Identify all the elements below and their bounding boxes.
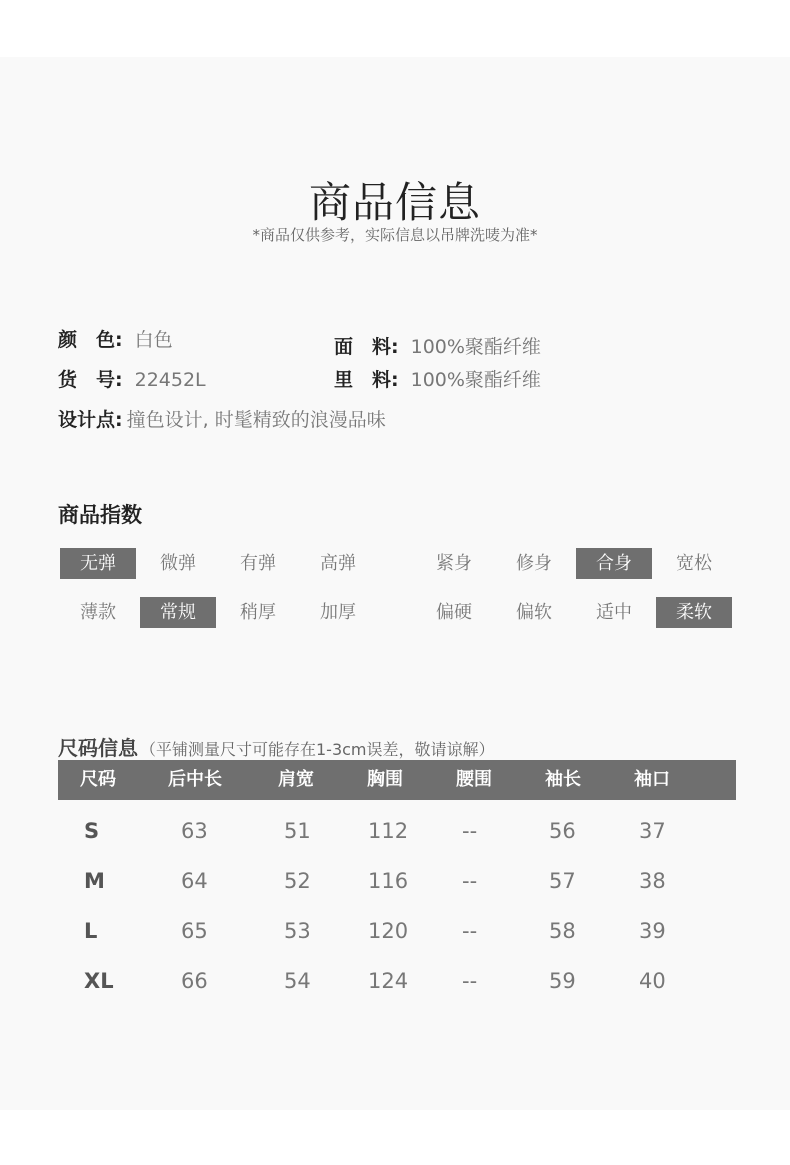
size-table-header-cell: 袖口 bbox=[634, 769, 670, 790]
size-table-cell: 52 bbox=[284, 869, 311, 893]
size-table-cell: 116 bbox=[368, 869, 409, 893]
size-info-title: 尺码信息 bbox=[58, 736, 138, 760]
info-design-label: 设计点: bbox=[58, 409, 123, 431]
size-table-size-label: L bbox=[84, 919, 98, 943]
size-table-header-cell: 肩宽 bbox=[278, 769, 314, 790]
size-table-cell: 37 bbox=[639, 819, 666, 843]
size-table-cell: 51 bbox=[284, 819, 311, 843]
size-table-size-label: S bbox=[84, 819, 100, 843]
info-fabric-value: 100%聚酯纤维 bbox=[410, 336, 541, 358]
info-fabric-label: 面 料: bbox=[334, 336, 399, 358]
size-table-cell: 40 bbox=[639, 969, 666, 993]
index-tag-elasticity-1: 微弹 bbox=[160, 553, 196, 574]
index-tag-softness-1: 偏软 bbox=[516, 602, 552, 623]
size-table-size-label: M bbox=[84, 869, 105, 893]
size-table-cell: 65 bbox=[181, 919, 208, 943]
info-color-label: 颜 色: bbox=[58, 329, 123, 351]
size-table-cell: 63 bbox=[181, 819, 208, 843]
page-subtitle: *商品仅供参考，实际信息以吊牌洗唛为准* bbox=[252, 226, 538, 244]
size-info-note: （平铺测量尺寸可能存在1-3cm误差，敬请谅解） bbox=[140, 740, 495, 759]
index-tag-thickness-0: 薄款 bbox=[80, 602, 116, 623]
info-lining bbox=[334, 365, 541, 392]
index-tag-softness-3: 柔软 bbox=[656, 597, 732, 628]
info-lining-value: 100%聚酯纤维 bbox=[410, 369, 541, 391]
index-tag-thickness-2: 稍厚 bbox=[240, 602, 276, 623]
size-table-cell: 124 bbox=[368, 969, 409, 993]
size-table-cell: -- bbox=[462, 969, 478, 993]
page-title: 商品信息 bbox=[308, 178, 481, 227]
index-tag-fit-3: 宽松 bbox=[676, 553, 712, 574]
size-table-header-cell: 后中长 bbox=[168, 769, 222, 790]
size-table-header bbox=[58, 760, 736, 800]
index-tag-thickness-1: 常规 bbox=[140, 597, 216, 628]
info-sku bbox=[58, 365, 206, 392]
size-table-cell: -- bbox=[462, 819, 478, 843]
size-table-cell: -- bbox=[462, 919, 478, 943]
info-design-value: 撞色设计, 时髦精致的浪漫品味 bbox=[126, 409, 386, 431]
index-tag-elasticity-3: 高弹 bbox=[320, 553, 356, 574]
size-table-cell: 39 bbox=[639, 919, 666, 943]
size-table-cell: 58 bbox=[549, 919, 576, 943]
size-table-header-cell: 袖长 bbox=[545, 769, 581, 790]
size-table-cell: 38 bbox=[639, 869, 666, 893]
index-tag-softness-2: 适中 bbox=[596, 602, 632, 623]
info-sku-label: 货 号: bbox=[58, 369, 123, 391]
info-color-value: 白色 bbox=[134, 329, 173, 351]
index-tag-elasticity-2: 有弹 bbox=[240, 553, 276, 574]
index-tag-elasticity-0: 无弹 bbox=[60, 548, 136, 579]
info-lining-label: 里 料: bbox=[334, 369, 399, 391]
size-table-cell: -- bbox=[462, 869, 478, 893]
size-info-heading bbox=[58, 732, 495, 761]
size-table-cell: 57 bbox=[549, 869, 576, 893]
index-tag-fit-2: 合身 bbox=[576, 548, 652, 579]
size-table-cell: 112 bbox=[368, 819, 409, 843]
info-sku-value: 22452L bbox=[134, 369, 206, 391]
size-table-cell: 59 bbox=[549, 969, 576, 993]
size-table-cell: 53 bbox=[284, 919, 311, 943]
size-table-cell: 56 bbox=[549, 819, 576, 843]
size-table-header-cell: 腰围 bbox=[456, 769, 492, 790]
size-table-header-cell: 尺码 bbox=[80, 769, 116, 790]
info-fabric bbox=[334, 332, 541, 359]
index-tag-fit-1: 修身 bbox=[516, 553, 552, 574]
size-table-cell: 54 bbox=[284, 969, 311, 993]
size-table-header-cell: 胸围 bbox=[367, 769, 403, 790]
size-table-size-label: XL bbox=[84, 969, 114, 993]
size-table-cell: 64 bbox=[181, 869, 208, 893]
size-table-cell: 120 bbox=[368, 919, 409, 943]
product-index-heading: 商品指数 bbox=[58, 503, 142, 527]
size-table-cell: 66 bbox=[181, 969, 208, 993]
index-tag-softness-0: 偏硬 bbox=[436, 602, 472, 623]
info-design bbox=[58, 405, 386, 432]
index-tag-fit-0: 紧身 bbox=[436, 553, 472, 574]
info-color bbox=[58, 325, 173, 352]
index-tag-thickness-3: 加厚 bbox=[320, 602, 356, 623]
